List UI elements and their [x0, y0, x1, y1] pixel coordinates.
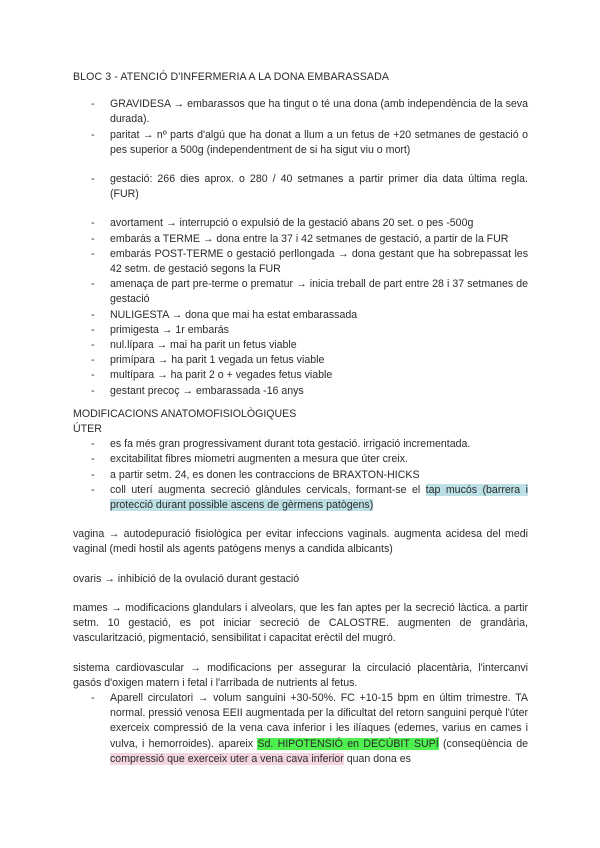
- definition-item: - GRAVIDESA → embarassos que ha tingut o té una dona (amb independència de la seva durada).: [91, 97, 528, 127]
- paragraph-ovaris: ovaris → inhibició de la ovulació durant gestació: [73, 572, 300, 585]
- definition-item: - nul.lípara → mai ha parit un fetus viable: [91, 338, 528, 353]
- highlight-tap-mucos: tap mucós (barrera i protecció durant possible ascens de gèrmens patògens): [110, 483, 528, 512]
- section-subheading: ÚTER: [73, 423, 102, 436]
- paragraph-cardiovascular: sistema cardiovascular → modificacions per assegurar la circulació placentària, l'intercanvi gasós d'oxigen matern i fetal i l'arribada de nutrients al fetus.: [73, 661, 528, 689]
- document-content: [73, 70, 528, 767]
- definition-item: - embarás POST-TERME o gestació perllongada → dona gestant que ha sobrepassat les 42 setm. de gestació segons la FUR: [91, 247, 528, 277]
- definitions-list: [91, 97, 528, 158]
- uter-item: - es fa més gran progressivament durant tota gestació. irrigació incrementada.: [91, 437, 528, 452]
- definition-item: - multípara → ha parit 2 o + vegades fetus viable: [91, 368, 528, 383]
- definition-item: - gestant precoç → embarassada -16 anys: [91, 384, 528, 399]
- definition-item: - gestació: 266 dies aprox. o 280 / 40 setmanes a partir primer dia data última regla. (FUR): [91, 172, 528, 202]
- paragraph-mames: mames → modificacions glandulars i alveolars, que les fan aptes per la secreció làctica. a partir setm. 10 gestació, es pot iniciar secreció de CALOSTRE. augmenten de grandària, vascularització, pigmentació, sensibilitat i capacitat erèctil del mugró.: [73, 601, 528, 645]
- uter-item: - coll uterí augmenta secreció glàndules cervicals, formant-se el tap mucós (barrera i protecció durant possible ascens de gèrmens patògens): [91, 483, 528, 513]
- definition-item: - amenaça de part pre-terme o prematur → inicia treball de part entre 28 i 37 setmanes de gestació: [91, 277, 528, 307]
- document-title: BLOC 3 - ATENCIÓ D'INFERMERIA A LA DONA EMBARASSADA: [73, 71, 389, 83]
- definition-item: - NULIGESTA → dona que mai ha estat embarassada: [91, 308, 528, 323]
- uter-list: [91, 437, 528, 513]
- paragraph-vagina: vagina → autodepuració fisiològica per evitar infeccions vaginals. augmenta acidesa del medi vaginal (medi hostil als agents patògens menys a candida albicants): [73, 528, 528, 556]
- definition-item: - primigesta → 1r embarás: [91, 323, 528, 338]
- definition-item: - paritat → nº parts d'algú que ha donat a llum a un fetus de +20 setmanes de gestació o pes superior a 500g (independentment de si ha sigut viu o mort): [91, 128, 528, 158]
- uter-item: - a partir setm. 24, es donen les contraccions de BRAXTON-HICKS: [91, 468, 528, 483]
- definition-item: - primípara → ha parit 1 vegada un fetus viable: [91, 353, 528, 368]
- uter-item: - excitabilitat fibres miometri augmenten a mesura que úter creix.: [91, 452, 528, 467]
- definition-item: - avortament → interrupció o expulsió de la gestació abans 20 set. o pes -500g: [91, 216, 528, 231]
- section-heading: MODIFICACIONS ANATOMOFISIOLÒGIQUES: [73, 407, 297, 420]
- highlight-hipotensio: Sd. HIPOTENSIÓ en DECÚBIT SUPÍ: [257, 737, 439, 750]
- highlight-compressio: compressió que exerceix uter a vena cava inferior: [110, 752, 344, 765]
- definition-item: - embarás a TERME → dona entre la 37 i 42 setmanes de gestació, a partir de la FUR: [91, 232, 528, 247]
- cardio-list: [91, 691, 528, 767]
- aparell-circulatori-item: - Aparell circulatori → volum sanguini +30-50%. FC +10-15 bpm en últim trimestre. TA normal. pressió venosa EEII augmentada per la dificultat del retorn sanguini perquè l'úter exerceix compressió de la vena cava inferior i les ilíaques (edemes, varius en cames i vulva, i hemorroides). apareix Sd. HIPOTENSIÓ en DECÚBIT SUPÍ (conseqüència de compressió que exerceix uter a vena cava inferior quan dona es: [91, 691, 528, 767]
